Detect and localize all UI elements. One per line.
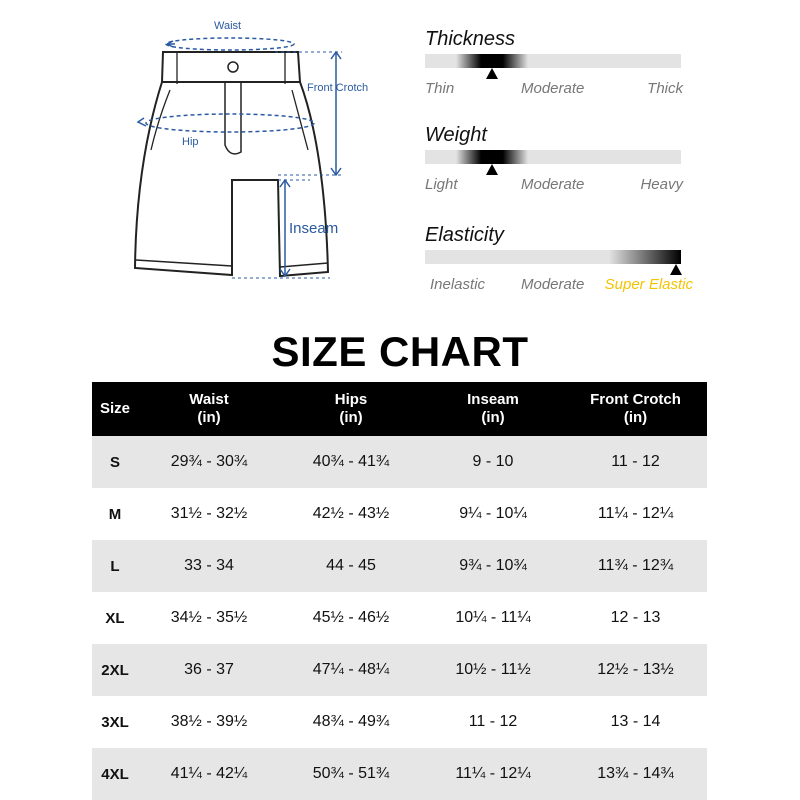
measurement-cell: 11 - 12 <box>564 436 707 488</box>
waist-label: Waist <box>214 20 242 32</box>
measurement-cell: 38½ - 39½ <box>170 713 248 730</box>
size-table-body <box>92 436 707 800</box>
size-cell: XL <box>105 609 125 627</box>
measurement-cell: 44 - 45 <box>280 540 422 592</box>
scale-label-high: Super Elastic <box>604 276 693 293</box>
measurement-cell: 9¾ - 10¾ <box>422 540 564 592</box>
measurement-cell: 47¼ - 48¼ <box>280 644 422 696</box>
shorts-measurement-diagram <box>120 10 390 295</box>
header-inseam: Inseam (in) <box>422 382 564 436</box>
measurement-cell: 42½ - 43½ <box>312 505 390 522</box>
front-crotch-label: Front Crotch <box>307 82 369 94</box>
measurement-cell: 34½ - 35½ <box>170 609 248 626</box>
size-chart-title: SIZE CHART <box>271 328 529 375</box>
measurement-cell: 48¾ - 49¾ <box>312 713 390 730</box>
table-row <box>92 644 707 696</box>
size-cell: 4XL <box>92 748 138 800</box>
table-row <box>92 696 707 748</box>
scale-label-mid: Moderate <box>521 80 585 97</box>
shorts-illustration <box>120 10 390 295</box>
scale-marker-icon <box>486 68 498 79</box>
measurement-cell: 11¾ - 12¾ <box>564 540 707 592</box>
scale-bar <box>425 250 681 264</box>
scale-labels <box>425 80 685 100</box>
measurement-cell: 11¼ - 12¼ <box>422 748 564 800</box>
thickness-scale <box>425 28 685 100</box>
measurement-cell: 29¾ - 30¾ <box>138 436 280 488</box>
scale-label-low: Thin <box>425 80 455 97</box>
scale-title: Weight <box>425 124 487 146</box>
scale-label-high: Heavy <box>640 176 683 193</box>
weight-scale <box>425 124 685 196</box>
header-size: Size <box>92 382 138 436</box>
inseam-label: Inseam <box>289 220 339 237</box>
header-waist: Waist (in) <box>138 382 280 436</box>
scale-title: Thickness <box>425 28 516 50</box>
measurement-cell: 50¾ - 51¾ <box>280 748 422 800</box>
scale-gradient <box>456 54 528 68</box>
header-front-crotch: Front Crotch (in) <box>564 382 707 436</box>
elasticity-scale <box>425 224 693 296</box>
size-cell: L <box>92 540 138 592</box>
scale-label-low: Inelastic <box>430 276 486 293</box>
scale-labels <box>425 176 685 196</box>
measurement-cell: 11 - 12 <box>468 713 518 730</box>
table-row <box>92 488 707 540</box>
scale-labels <box>425 276 693 296</box>
measurement-cell: 12 - 13 <box>610 609 661 626</box>
scale-marker-icon <box>670 264 682 275</box>
size-cell: S <box>92 436 138 488</box>
table-row <box>92 436 707 488</box>
measurement-cell: 33 - 34 <box>138 540 280 592</box>
measurement-cell: 9¼ - 10¼ <box>459 505 527 522</box>
measurement-cell: 9 - 10 <box>422 436 564 488</box>
scale-gradient <box>609 250 681 264</box>
size-cell: 3XL <box>101 713 129 731</box>
size-cell: 2XL <box>92 644 138 696</box>
size-cell: M <box>108 505 122 523</box>
scale-label-high: Thick <box>647 80 683 97</box>
table-row <box>92 540 707 592</box>
measurement-cell: 40¾ - 41¾ <box>280 436 422 488</box>
scale-title: Elasticity <box>425 224 504 246</box>
scale-gradient <box>456 150 528 164</box>
measurement-cell: 13¾ - 14¾ <box>564 748 707 800</box>
table-header-row <box>92 382 707 436</box>
hip-label: Hip <box>182 136 199 148</box>
size-chart-table <box>92 382 707 800</box>
measurement-cell: 13 - 14 <box>610 713 661 730</box>
measurement-cell: 31½ - 32½ <box>170 505 248 522</box>
measurement-cell: 11¼ - 12¼ <box>597 505 674 522</box>
scale-label-mid: Moderate <box>521 276 585 293</box>
measurement-cell: 10¼ - 11¼ <box>455 609 531 626</box>
measurement-cell: 36 - 37 <box>138 644 280 696</box>
table-row <box>92 748 707 800</box>
table-row <box>92 592 707 644</box>
measurement-cell: 12½ - 13½ <box>564 644 707 696</box>
measurement-cell: 10½ - 11½ <box>422 644 564 696</box>
scale-bar <box>425 54 681 68</box>
scale-label-mid: Moderate <box>521 176 585 193</box>
scale-bar <box>425 150 681 164</box>
scale-label-low: Light <box>425 176 458 193</box>
scale-marker-icon <box>486 164 498 175</box>
measurement-cell: 41¼ - 42¼ <box>138 748 280 800</box>
header-hips: Hips (in) <box>280 382 422 436</box>
measurement-cell: 45½ - 46½ <box>312 609 390 626</box>
